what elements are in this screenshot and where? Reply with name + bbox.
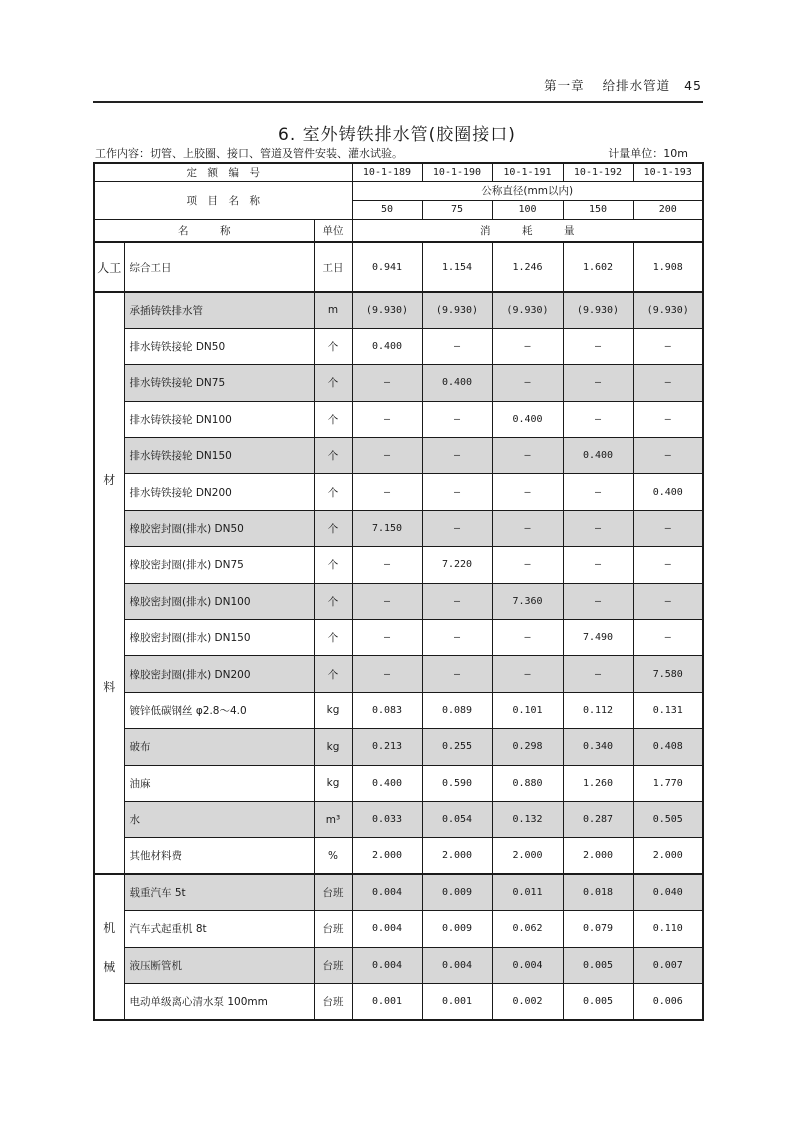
item-name: 橡胶密封圈(排水) DN100 <box>124 583 314 619</box>
item-value: — <box>352 656 422 692</box>
item-unit: 个 <box>314 620 352 656</box>
item-value: — <box>492 328 563 364</box>
item-unit: m <box>314 292 352 328</box>
item-value: — <box>422 620 492 656</box>
quota-code: 10-1-193 <box>633 163 703 181</box>
table-row <box>94 547 703 583</box>
item-value: 0.255 <box>422 729 492 765</box>
item-value: 0.400 <box>352 328 422 364</box>
col-consume-header: 消 耗 量 <box>352 219 703 242</box>
item-value: 1.260 <box>563 765 633 801</box>
item-value: 0.213 <box>352 729 422 765</box>
item-value: 0.400 <box>422 365 492 401</box>
running-header <box>526 76 702 94</box>
item-value: — <box>352 474 422 510</box>
table-row <box>94 401 703 437</box>
item-unit: % <box>314 838 352 874</box>
item-name: 载重汽车 5t <box>124 874 314 910</box>
item-value: 0.004 <box>352 947 422 983</box>
item-value: 2.000 <box>492 838 563 874</box>
item-value: — <box>352 547 422 583</box>
item-name: 排水铸铁接轮 DN50 <box>124 328 314 364</box>
measure-unit: 计量单位：10m <box>608 147 688 160</box>
item-name: 电动单级离心清水泵 100mm <box>124 983 314 1019</box>
item-value: 1.246 <box>492 242 563 292</box>
item-value: — <box>492 656 563 692</box>
table-row <box>94 874 703 910</box>
item-unit: 个 <box>314 547 352 583</box>
item-value: 0.131 <box>633 692 703 728</box>
item-value: — <box>563 547 633 583</box>
item-value: 0.007 <box>633 947 703 983</box>
item-value: — <box>563 328 633 364</box>
table-row <box>94 365 703 401</box>
item-name: 排水铸铁接轮 DN150 <box>124 438 314 474</box>
item-value: (9.930) <box>633 292 703 328</box>
category-label: 械 <box>103 960 116 975</box>
table-row <box>94 620 703 656</box>
item-value: 7.150 <box>352 510 422 546</box>
item-value: 0.083 <box>352 692 422 728</box>
table-row <box>94 510 703 546</box>
item-unit: kg <box>314 692 352 728</box>
item-name: 汽车式起重机 8t <box>124 911 314 947</box>
table-row <box>94 242 703 292</box>
item-value: (9.930) <box>422 292 492 328</box>
item-value: — <box>492 547 563 583</box>
item-value: 0.340 <box>563 729 633 765</box>
item-value: — <box>633 328 703 364</box>
item-value: 7.490 <box>563 620 633 656</box>
item-unit: kg <box>314 729 352 765</box>
col-name-header: 名 称 <box>94 219 314 242</box>
category-cell <box>94 292 124 874</box>
item-value: 0.101 <box>492 692 563 728</box>
item-value: (9.930) <box>352 292 422 328</box>
item-name: 排水铸铁接轮 DN75 <box>124 365 314 401</box>
item-value: — <box>422 438 492 474</box>
page-number: 45 <box>684 78 702 93</box>
item-value: 0.400 <box>352 765 422 801</box>
item-value: — <box>492 438 563 474</box>
item-value: 0.880 <box>492 765 563 801</box>
item-value: — <box>422 328 492 364</box>
quota-label: 定 额 编 号 <box>94 163 352 181</box>
item-value: 0.400 <box>633 474 703 510</box>
item-value: — <box>563 474 633 510</box>
table-row <box>94 656 703 692</box>
chapter-label: 第一章 <box>544 78 585 93</box>
item-value: 0.009 <box>422 911 492 947</box>
item-unit: 个 <box>314 438 352 474</box>
category-label: 人工 <box>97 260 122 275</box>
item-value: 0.287 <box>563 801 633 837</box>
item-value: 2.000 <box>563 838 633 874</box>
table-row <box>94 765 703 801</box>
item-unit: 个 <box>314 656 352 692</box>
item-value: (9.930) <box>492 292 563 328</box>
item-value: 0.018 <box>563 874 633 910</box>
item-value: 2.000 <box>422 838 492 874</box>
item-name: 排水铸铁接轮 DN200 <box>124 474 314 510</box>
item-value: — <box>422 583 492 619</box>
item-value: — <box>492 510 563 546</box>
item-value: 0.006 <box>633 983 703 1019</box>
item-value: 1.908 <box>633 242 703 292</box>
quota-code: 10-1-192 <box>563 163 633 181</box>
page-title: 6. 室外铸铁排水管(胶圈接口) <box>278 125 516 145</box>
quota-code: 10-1-190 <box>422 163 492 181</box>
diameter-value: 150 <box>563 200 633 219</box>
item-value: — <box>633 438 703 474</box>
item-value: — <box>633 620 703 656</box>
table-row <box>94 801 703 837</box>
item-value: — <box>633 510 703 546</box>
item-value: — <box>352 583 422 619</box>
item-value: 0.590 <box>422 765 492 801</box>
item-name: 水 <box>124 801 314 837</box>
diameter-value: 50 <box>352 200 422 219</box>
item-unit: 台班 <box>314 874 352 910</box>
item-unit: m³ <box>314 801 352 837</box>
diameter-label: 公称直径(mm以内) <box>352 181 703 200</box>
item-unit: 个 <box>314 474 352 510</box>
table-row <box>94 729 703 765</box>
item-value: 0.005 <box>563 947 633 983</box>
header-rule <box>93 101 703 103</box>
item-unit: 个 <box>314 365 352 401</box>
section-label: 给排水管道 <box>602 78 671 93</box>
item-unit: 工日 <box>314 242 352 292</box>
item-value: 0.040 <box>633 874 703 910</box>
item-unit: 台班 <box>314 911 352 947</box>
item-value: — <box>422 474 492 510</box>
item-label: 项 目 名 称 <box>94 181 352 219</box>
quota-table <box>93 162 704 1021</box>
item-value: 0.001 <box>352 983 422 1019</box>
table-row <box>94 583 703 619</box>
item-name: 镀锌低碳钢丝 φ2.8～4.0 <box>124 692 314 728</box>
item-value: 0.400 <box>563 438 633 474</box>
item-value: 0.001 <box>422 983 492 1019</box>
item-value: 0.009 <box>422 874 492 910</box>
category-label: 机 <box>103 921 116 936</box>
item-value: 0.011 <box>492 874 563 910</box>
item-value: 0.033 <box>352 801 422 837</box>
item-value: 1.154 <box>422 242 492 292</box>
category-cell <box>94 242 124 292</box>
item-name: 破布 <box>124 729 314 765</box>
item-value: 0.112 <box>563 692 633 728</box>
table-row <box>94 838 703 874</box>
item-value: 2.000 <box>352 838 422 874</box>
table-row <box>94 983 703 1019</box>
item-value: 0.298 <box>492 729 563 765</box>
item-value: 0.004 <box>352 874 422 910</box>
item-value: — <box>352 438 422 474</box>
item-value: 0.062 <box>492 911 563 947</box>
item-name: 排水铸铁接轮 DN100 <box>124 401 314 437</box>
item-unit: kg <box>314 765 352 801</box>
item-value: — <box>563 365 633 401</box>
item-name: 液压断管机 <box>124 947 314 983</box>
item-value: — <box>633 365 703 401</box>
item-value: — <box>492 365 563 401</box>
item-value: 0.941 <box>352 242 422 292</box>
item-value: 0.054 <box>422 801 492 837</box>
item-name: 橡胶密封圈(排水) DN150 <box>124 620 314 656</box>
item-value: 0.132 <box>492 801 563 837</box>
item-value: 0.004 <box>492 947 563 983</box>
item-name: 油麻 <box>124 765 314 801</box>
diameter-value: 75 <box>422 200 492 219</box>
item-value: — <box>563 510 633 546</box>
item-value: 0.408 <box>633 729 703 765</box>
diameter-value: 100 <box>492 200 563 219</box>
table-row <box>94 292 703 328</box>
item-value: 0.110 <box>633 911 703 947</box>
table-row <box>94 438 703 474</box>
item-name: 其他材料费 <box>124 838 314 874</box>
item-value: (9.930) <box>563 292 633 328</box>
diameter-value: 200 <box>633 200 703 219</box>
item-value: 0.505 <box>633 801 703 837</box>
item-value: — <box>563 656 633 692</box>
category-cell <box>94 874 124 1020</box>
item-value: — <box>422 510 492 546</box>
table-row <box>94 911 703 947</box>
item-value: — <box>352 365 422 401</box>
item-value: — <box>352 620 422 656</box>
work-content: 工作内容：切管、上胶圈、接口、管道及管件安装、灌水试验。 <box>95 147 403 160</box>
table-row <box>94 692 703 728</box>
item-value: 0.089 <box>422 692 492 728</box>
item-value: — <box>422 656 492 692</box>
item-value: — <box>563 401 633 437</box>
item-value: 1.602 <box>563 242 633 292</box>
item-value: 0.400 <box>492 401 563 437</box>
item-value: 7.580 <box>633 656 703 692</box>
item-value: 2.000 <box>633 838 703 874</box>
item-unit: 个 <box>314 401 352 437</box>
item-value: 7.360 <box>492 583 563 619</box>
item-value: — <box>563 583 633 619</box>
item-value: 7.220 <box>422 547 492 583</box>
item-name: 橡胶密封圈(排水) DN50 <box>124 510 314 546</box>
item-unit: 个 <box>314 510 352 546</box>
category-label: 材 <box>103 473 116 488</box>
table-row <box>94 328 703 364</box>
item-unit: 个 <box>314 328 352 364</box>
quota-code: 10-1-189 <box>352 163 422 181</box>
col-unit-header: 单位 <box>314 219 352 242</box>
item-value: 0.004 <box>352 911 422 947</box>
item-value: 1.770 <box>633 765 703 801</box>
item-value: 0.002 <box>492 983 563 1019</box>
item-name: 综合工日 <box>124 242 314 292</box>
quota-code: 10-1-191 <box>492 163 563 181</box>
item-unit: 个 <box>314 583 352 619</box>
item-value: — <box>352 401 422 437</box>
item-value: — <box>633 583 703 619</box>
item-value: — <box>492 620 563 656</box>
item-value: 0.005 <box>563 983 633 1019</box>
table-row <box>94 947 703 983</box>
item-name: 承插铸铁排水管 <box>124 292 314 328</box>
item-name: 橡胶密封圈(排水) DN200 <box>124 656 314 692</box>
item-value: — <box>422 401 492 437</box>
item-value: — <box>633 547 703 583</box>
item-value: 0.079 <box>563 911 633 947</box>
item-value: 0.004 <box>422 947 492 983</box>
item-value: — <box>633 401 703 437</box>
item-value: — <box>492 474 563 510</box>
table-row <box>94 474 703 510</box>
item-unit: 台班 <box>314 983 352 1019</box>
item-name: 橡胶密封圈(排水) DN75 <box>124 547 314 583</box>
category-label: 料 <box>103 680 116 695</box>
item-unit: 台班 <box>314 947 352 983</box>
